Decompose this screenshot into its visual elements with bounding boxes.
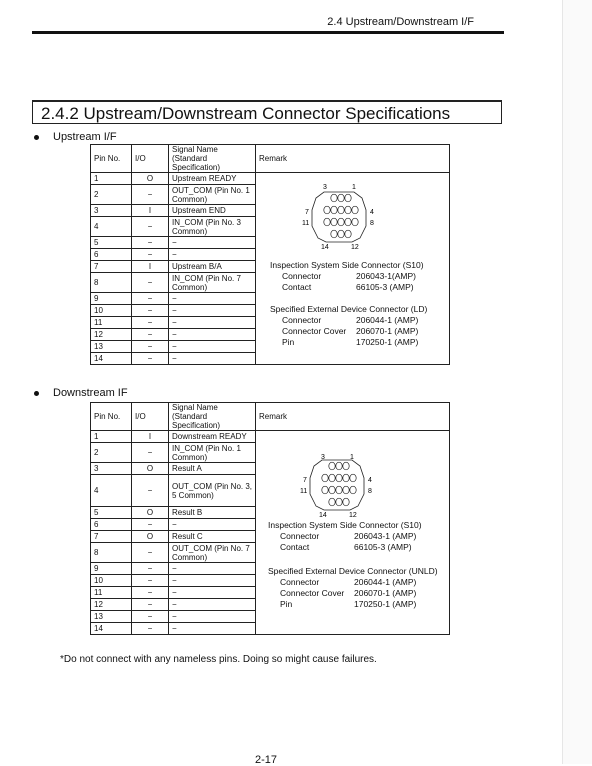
downstream-label: Downstream IF [53, 387, 128, 399]
cell-io: − [132, 293, 169, 305]
col-header-io: I/O [132, 145, 169, 173]
cell-io: − [132, 519, 169, 531]
pin-hole [336, 462, 342, 470]
cell-signal: − [169, 611, 256, 623]
bullet-dot-icon [34, 391, 39, 396]
pin-hole [336, 474, 342, 482]
cell-signal: − [169, 341, 256, 353]
cell-signal: − [169, 623, 256, 635]
pin-hole [338, 218, 344, 226]
cell-io: I [132, 261, 169, 273]
external-title: Specified External Device Connector (UNLD) [268, 566, 438, 576]
pin-label: 14 [319, 512, 327, 519]
cell-signal: − [169, 575, 256, 587]
cell-pin-no: 9 [91, 293, 132, 305]
col-header-io: I/O [132, 403, 169, 431]
cell-pin-no: 9 [91, 563, 132, 575]
cell-pin-no: 6 [91, 249, 132, 261]
pin-label: 7 [305, 209, 309, 216]
cell-pin-no: 6 [91, 519, 132, 531]
cell-signal: − [169, 305, 256, 317]
table-row [91, 431, 450, 443]
pin-hole [338, 206, 344, 214]
cell-pin-no: 5 [91, 237, 132, 249]
pin-hole [331, 206, 337, 214]
pin-label: 11 [300, 488, 308, 495]
pin-label: 8 [370, 220, 374, 227]
pin-hole [322, 474, 328, 482]
cell-io: − [132, 543, 169, 563]
col-header-signal: Signal Name (Standard Specification) [169, 403, 256, 431]
cell-pin-no: 4 [91, 217, 132, 237]
pin-label: 3 [321, 454, 325, 461]
cell-pin-no: 4 [91, 475, 132, 507]
cell-signal: Result A [169, 463, 256, 475]
cell-signal: OUT_COM (Pin No. 7 Common) [169, 543, 256, 563]
cell-signal: − [169, 563, 256, 575]
cell-signal: Result B [169, 507, 256, 519]
downstream-external-info [268, 566, 444, 610]
downstream-inspection-info [268, 520, 422, 553]
cell-pin-no: 1 [91, 173, 132, 185]
cell-io: − [132, 273, 169, 293]
cell-signal: − [169, 587, 256, 599]
pin-label: 12 [351, 244, 359, 251]
pin-hole [329, 498, 335, 506]
pin-hole [352, 206, 358, 214]
cell-io: − [132, 599, 169, 611]
cell-signal: Upstream END [169, 205, 256, 217]
cell-signal: IN_COM (Pin No. 7 Common) [169, 273, 256, 293]
cell-io: O [132, 173, 169, 185]
contact-part: 66105-3 (AMP) [354, 542, 412, 552]
cell-signal: OUT_COM (Pin No. 1 Common) [169, 185, 256, 205]
cell-pin-no: 8 [91, 273, 132, 293]
upstream-external-info [270, 304, 427, 348]
cell-signal: − [169, 249, 256, 261]
pin-part: 170250-1 (AMP) [354, 599, 417, 609]
cell-pin-no: 11 [91, 317, 132, 329]
pin-hole [336, 486, 342, 494]
cell-signal: − [169, 293, 256, 305]
pin-hole [329, 462, 335, 470]
upstream-bullet [34, 131, 117, 143]
pin-label: Pin [280, 599, 293, 609]
pin-hole [345, 206, 351, 214]
cell-io: − [132, 185, 169, 205]
table-row [91, 173, 450, 185]
connector-outline [312, 192, 366, 242]
contact-part: 66105-3 (AMP) [356, 282, 414, 292]
cell-signal: Downstream READY [169, 431, 256, 443]
col-header-pin: Pin No. [91, 403, 132, 431]
col-header-remark: Remark [256, 145, 450, 173]
cover-part: 206070-1 (AMP) [354, 588, 417, 598]
contact-label: Contact [280, 542, 310, 552]
connector-outline [310, 460, 364, 510]
inspection-title: Inspection System Side Connector (S10) [270, 260, 424, 270]
section-heading-box [32, 100, 502, 124]
pin-label: 7 [303, 477, 307, 484]
pin-label: 14 [321, 244, 329, 251]
cell-signal: − [169, 353, 256, 365]
upstream-label: Upstream I/F [53, 131, 117, 143]
cell-pin-no: 5 [91, 507, 132, 519]
cell-pin-no: 12 [91, 329, 132, 341]
section-title: 2.4.2 Upstream/Downstream Connector Specifications [41, 104, 451, 123]
cell-pin-no: 14 [91, 623, 132, 635]
cell-pin-no: 12 [91, 599, 132, 611]
pin-hole [352, 218, 358, 226]
pin-hole [345, 230, 351, 238]
upstream-inspection-info [270, 260, 424, 293]
pin-hole [343, 486, 349, 494]
cell-pin-no: 3 [91, 205, 132, 217]
cell-pin-no: 10 [91, 305, 132, 317]
cell-io: − [132, 575, 169, 587]
pin-hole [345, 194, 351, 202]
cell-pin-no: 14 [91, 353, 132, 365]
cell-io: − [132, 623, 169, 635]
inspection-title: Inspection System Side Connector (S10) [268, 520, 422, 530]
running-header: 2.4 Upstream/Downstream I/F [327, 16, 474, 28]
connector-part: 206044-1 (AMP) [356, 315, 419, 325]
bullet-dot-icon [34, 135, 39, 140]
connector-label: Connector [282, 271, 322, 281]
cell-signal: − [169, 519, 256, 531]
connector-part: 206044-1 (AMP) [354, 577, 417, 587]
cell-pin-no: 1 [91, 431, 132, 443]
page-edge [562, 0, 592, 764]
connector-label: Connector [280, 531, 320, 541]
cell-io: O [132, 507, 169, 519]
col-header-pin: Pin No. [91, 145, 132, 173]
cell-io: − [132, 475, 169, 507]
footnote: *Do not connect with any nameless pins. Doing so might cause failures. [60, 654, 377, 665]
pin-hole [324, 218, 330, 226]
downstream-connector-diagram [298, 450, 378, 522]
cell-pin-no: 13 [91, 341, 132, 353]
cell-io: − [132, 305, 169, 317]
pin-hole [343, 498, 349, 506]
cell-signal: Upstream B/A [169, 261, 256, 273]
connector-holes [322, 462, 356, 506]
pin-label: 1 [352, 184, 356, 191]
pin-hole [343, 474, 349, 482]
pin-label: 4 [368, 477, 372, 484]
cell-pin-no: 13 [91, 611, 132, 623]
cell-io: O [132, 463, 169, 475]
cell-io: − [132, 587, 169, 599]
col-header-signal: Signal Name (Standard Specification) [169, 145, 256, 173]
cell-pin-no: 10 [91, 575, 132, 587]
pin-label: 12 [349, 512, 357, 519]
cell-signal: IN_COM (Pin No. 3 Common) [169, 217, 256, 237]
cell-io: − [132, 611, 169, 623]
pin-hole [343, 462, 349, 470]
pin-hole [350, 486, 356, 494]
cell-io: − [132, 217, 169, 237]
external-title: Specified External Device Connector (LD) [270, 304, 428, 314]
cell-signal: IN_COM (Pin No. 1 Common) [169, 443, 256, 463]
page-number: 2-17 [255, 754, 278, 766]
pin-label: 1 [350, 454, 354, 461]
col-header-remark: Remark [256, 403, 450, 431]
downstream-bullet [34, 387, 128, 399]
pin-hole [331, 194, 337, 202]
pin-label: 4 [370, 209, 374, 216]
cell-signal: Result C [169, 531, 256, 543]
cell-io: I [132, 431, 169, 443]
pin-hole [329, 486, 335, 494]
pin-label: 8 [368, 488, 372, 495]
pin-hole [338, 230, 344, 238]
cell-io: O [132, 531, 169, 543]
pin-label: 3 [323, 184, 327, 191]
pin-label: 11 [302, 220, 310, 227]
cell-signal: − [169, 317, 256, 329]
cover-label: Connector Cover [280, 588, 345, 598]
header-rule [32, 31, 504, 34]
cell-signal: − [169, 237, 256, 249]
contact-label: Contact [282, 282, 312, 292]
cell-io: I [132, 205, 169, 217]
cover-part: 206070-1 (AMP) [356, 326, 419, 336]
cell-pin-no: 2 [91, 443, 132, 463]
cell-pin-no: 8 [91, 543, 132, 563]
connector-part: 206043-1(AMP) [356, 271, 417, 281]
cell-io: − [132, 353, 169, 365]
pin-hole [329, 474, 335, 482]
connector-holes [324, 194, 358, 238]
upstream-connector-diagram [300, 180, 380, 252]
pin-hole [345, 218, 351, 226]
cover-label: Connector Cover [282, 326, 347, 336]
cell-signal: Upstream READY [169, 173, 256, 185]
cell-pin-no: 11 [91, 587, 132, 599]
pin-hole [331, 218, 337, 226]
cell-signal: − [169, 599, 256, 611]
cell-pin-no: 7 [91, 261, 132, 273]
cell-signal: OUT_COM (Pin No. 3, 5 Common) [169, 475, 256, 507]
cell-pin-no: 2 [91, 185, 132, 205]
pin-part: 170250-1 (AMP) [356, 337, 419, 347]
connector-label: Connector [282, 315, 322, 325]
pin-hole [350, 474, 356, 482]
cell-io: − [132, 341, 169, 353]
cell-io: − [132, 237, 169, 249]
pin-hole [336, 498, 342, 506]
cell-io: − [132, 329, 169, 341]
cell-io: − [132, 249, 169, 261]
pin-hole [338, 194, 344, 202]
pin-hole [331, 230, 337, 238]
pin-label: Pin [282, 337, 295, 347]
connector-part: 206043-1 (AMP) [354, 531, 417, 541]
cell-io: − [132, 317, 169, 329]
pin-hole [324, 206, 330, 214]
connector-label: Connector [280, 577, 320, 587]
cell-pin-no: 7 [91, 531, 132, 543]
cell-io: − [132, 563, 169, 575]
cell-signal: − [169, 329, 256, 341]
pin-hole [322, 486, 328, 494]
cell-io: − [132, 443, 169, 463]
cell-pin-no: 3 [91, 463, 132, 475]
